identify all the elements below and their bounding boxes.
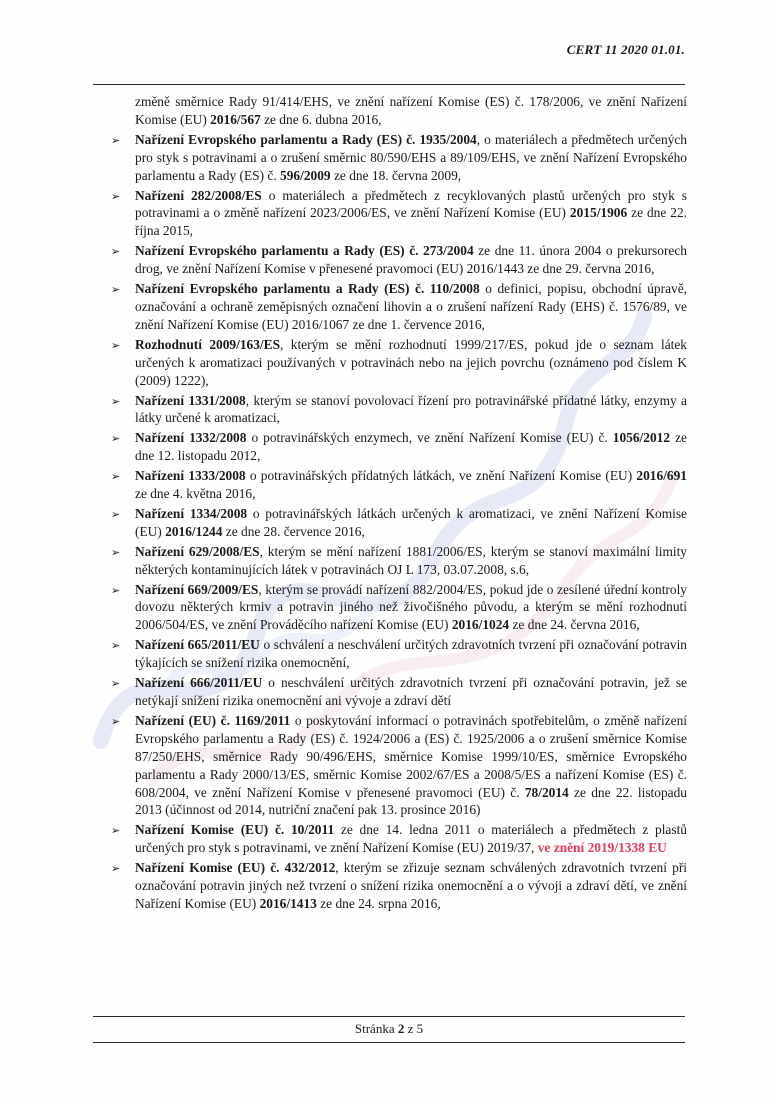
arrow-bullet-icon: ➢	[111, 189, 121, 203]
regulation-list-item	[93, 336, 687, 390]
arrow-bullet-icon: ➢	[111, 283, 121, 297]
regulation-list	[93, 131, 687, 913]
regulation-text	[135, 337, 687, 388]
arrow-bullet-icon: ➢	[111, 507, 121, 521]
emphasis-text: Nařízení Evropského parlamentu a Rady (ES) č. 110/2008	[135, 281, 480, 297]
regulation-text	[135, 393, 687, 426]
regulation-text	[135, 430, 687, 463]
emphasis-text: Rozhodnutí 2009/163/ES	[135, 336, 281, 352]
body-text: ze dne 22. listopadu 2013 (účinnost od 2014, nutriční značení pak 13. prosince 2016)	[135, 784, 687, 818]
emphasis-text: Nařízení 669/2009/ES	[135, 581, 259, 597]
regulation-list-item	[93, 543, 687, 579]
body-text: o schválení a neschválení určitých zdravotních tvrzení při označování potravin týkajících se snížení rizika onemocnění,	[135, 637, 687, 671]
arrow-bullet-icon: ➢	[111, 545, 121, 559]
arrow-bullet-icon: ➢	[111, 394, 121, 408]
emphasis-text: 2015/1906	[569, 205, 628, 221]
arrow-bullet-icon: ➢	[111, 432, 121, 446]
page-number	[93, 1017, 685, 1042]
regulation-list-item	[93, 636, 687, 672]
regulation-text	[135, 582, 687, 633]
emphasis-text: 596/2009	[280, 167, 331, 183]
body-text: o poskytování informací o potravinách spotřebitelům, o změně nařízení Evropského parlamentu a Rady (ES) č. 1924/2006 a (ES) č. 1925/2006 a o zrušení směrnice Komise 87/250/EHS, směrnice Rady 90/496/EHS, směrnice Komise 1999/10/ES, směrnice Evropského parlamentu a Rady 2000/13/ES, směrnic Komise 2002/67/ES a 2008/5/ES a nařízení Komise (ES) č. 608/2004, ve znění Nařízení Komise v přenesené pravomoci (EU) č.	[135, 712, 687, 800]
regulation-list-item	[93, 392, 687, 428]
body-text: ze dne 24. června 2016,	[509, 617, 640, 633]
arrow-bullet-icon: ➢	[111, 824, 121, 838]
regulation-list-item	[93, 131, 687, 185]
emphasis-text: Nařízení Evropského parlamentu a Rady (ES) č. 273/2004	[135, 243, 474, 259]
regulation-text	[135, 860, 687, 911]
body-text: , kterým se stanoví povolovací řízení pro potravinářské přídatné látky, enzymy a látky určené k aromatizaci,	[135, 392, 687, 426]
emphasis-text: Nařízení 1332/2008	[135, 430, 247, 446]
body-text: ze dne 28. července 2016,	[222, 523, 365, 539]
regulation-list-item	[93, 712, 687, 819]
regulation-list-item	[93, 187, 687, 241]
body-text: o materiálech a předmětech z recyklovaných plastů určených pro styk s potravinami a o změně nařízení 2023/2006/ES, ve znění Nařízení Komise (EU)	[135, 187, 687, 221]
body-text: , kterým se zřizuje seznam schválených zdravotních tvrzení při označování potravin jiných než tvrzení o snížení rizika onemocnění a o vývoji a zdraví dětí, ve znění Nařízení Komise (EU)	[135, 860, 687, 911]
arrow-bullet-icon: ➢	[111, 470, 121, 484]
emphasis-text: 2016/1413	[259, 895, 317, 911]
body-text: o potravinářských enzymech, ve znění Nařízení Komise (EU) č.	[246, 430, 613, 446]
body-text: ze dne 18. června 2009,	[330, 167, 462, 183]
regulation-text	[135, 713, 687, 818]
body-text: ze dne 24. srpna 2016,	[316, 895, 441, 911]
emphasis-text: Nařízení 666/2011/EU	[135, 675, 263, 691]
emphasis-text: Nařízení (EU) č. 1169/2011	[135, 712, 291, 728]
body-text: ze dne 11. února 2004 o prekursorech drog, ve znění Nařízení Komise v přenesené pravomoci (EU) 2016/1443 ze dne 29. června 2016,	[135, 243, 687, 277]
emphasis-text: Nařízení 1331/2008	[135, 392, 246, 408]
document-footer	[93, 1016, 685, 1043]
arrow-bullet-icon: ➢	[111, 714, 121, 728]
regulation-text	[135, 675, 687, 708]
emphasis-text: Nařízení Komise (EU) č. 10/2011	[135, 822, 335, 838]
regulation-list-item	[93, 821, 687, 857]
body-text: , o materiálech a předmětech určených pro styk s potravinami a o zrušení směrnic 80/590/EHS a 89/109/EHS, ve znění Nařízení Evropského parlamentu a Rady (ES) č.	[135, 131, 688, 183]
regulation-list-item	[93, 859, 687, 913]
emphasis-text: 1056/2012	[612, 430, 671, 446]
regulation-text	[135, 281, 687, 332]
body-text: ze dne 14. ledna 2011 o materiálech a předmětech z plastů určených pro styk s potravinami, ve znění Nařízení Komise (EU) 2019/37,	[135, 822, 687, 856]
body-text: z 5	[404, 1021, 424, 1036]
intro-paragraph	[135, 93, 687, 129]
arrow-bullet-icon: ➢	[111, 639, 121, 653]
regulation-text	[135, 544, 687, 577]
emphasis-text: Nařízení 1333/2008	[135, 468, 246, 484]
regulation-list-item	[93, 429, 687, 465]
emphasis-text: Nařízení 1334/2008	[135, 505, 248, 521]
arrow-bullet-icon: ➢	[111, 583, 121, 597]
arrow-bullet-icon: ➢	[111, 677, 121, 691]
body-text: ze dne 22. října 2015,	[135, 205, 687, 239]
regulation-text	[135, 822, 687, 855]
arrow-bullet-icon: ➢	[111, 862, 121, 876]
emphasis-text: Nařízení Evropského parlamentu a Rady (ES) č. 1935/2004	[135, 131, 477, 147]
doc-reference: CERT 11 2020 01.01.	[566, 42, 685, 57]
emphasis-text: Nařízení 665/2011/EU	[135, 637, 260, 653]
arrow-bullet-icon: ➢	[111, 338, 121, 352]
emphasis-text: 78/2014	[524, 784, 569, 800]
regulation-list-item	[93, 242, 687, 278]
regulation-list-item	[93, 467, 687, 503]
body-text: , kterým se mění nařízení 1881/2006/ES, kterým se stanoví maximální limity některých kontaminujících látek v potravinách OJ L 173, 03.07.2008, s.6,	[135, 543, 688, 577]
body-text: o potravinářských přídatných látkách, ve znění Nařízení Komise (EU)	[245, 468, 637, 484]
document-body	[93, 93, 687, 915]
header-divider	[93, 84, 685, 85]
body-text: o neschválení určitých zdravotních tvrzení při označování potravin, jež se netýkají snížení rizika onemocnění ani vývoje a zdraví dětí	[135, 675, 687, 708]
regulation-list-item	[93, 505, 687, 541]
arrow-bullet-icon: ➢	[111, 245, 121, 259]
emphasis-text: 2016/1244	[165, 523, 223, 539]
regulation-text	[135, 468, 687, 501]
emphasis-text: 2016/567	[210, 111, 261, 127]
body-text: , kterým se provádí nařízení 882/2004/ES, pokud jde o zesílené úřední kontroly dovozu některých krmiv a potravin jiného než živočišného původu, a kterým se mění rozhodnutí 2006/504/ES, ve znění Prováděcího nařízení Komise (EU)	[135, 581, 687, 633]
regulation-text	[135, 506, 687, 539]
regulation-list-item	[93, 674, 687, 710]
emphasis-text: ve znění 2019/1338 EU	[537, 840, 667, 856]
footer-divider-bottom	[93, 1042, 685, 1043]
emphasis-text: 2	[397, 1021, 405, 1036]
body-text: o definici, popisu, obchodní úpravě, označování a ochraně zeměpisných označení lihovin a o zrušení nařízení Rady (EHS) č. 1576/89, ve znění Nařízení Komise (EU) 2016/1067 ze dne 1. července 2016,	[135, 281, 688, 332]
body-text: , kterým se mění rozhodnutí 1999/217/ES, pokud jde o seznam látek určených k aromatizaci používaných v potravinách nebo na jejich povrchu (oznámeno pod číslem K (2009) 1222),	[135, 336, 688, 388]
emphasis-text: Nařízení Komise (EU) č. 432/2012	[135, 860, 336, 876]
body-text: ze dne 12. listopadu 2012,	[135, 430, 687, 464]
body-text: Stránka	[354, 1021, 398, 1036]
body-text: o potravinářských látkách určených k aromatizaci, ve znění Nařízení Komise (EU)	[135, 505, 687, 539]
regulation-text	[135, 188, 687, 239]
body-text: ze dne 6. dubna 2016,	[260, 111, 382, 127]
document-header	[567, 42, 685, 58]
emphasis-text: 2016/1024	[451, 617, 510, 633]
arrow-bullet-icon: ➢	[111, 133, 121, 147]
regulation-text	[135, 243, 687, 276]
regulation-list-item	[93, 280, 687, 334]
regulation-list-item	[93, 581, 687, 635]
emphasis-text: Nařízení 629/2008/ES	[135, 543, 260, 559]
emphasis-text: Nařízení 282/2008/ES	[135, 187, 262, 203]
body-text: ze dne 4. května 2016,	[135, 486, 256, 502]
body-text: změně směrnice Rady 91/414/EHS, ve znění nařízení Komise (ES) č. 178/2006, ve znění Nařízení Komise (EU)	[135, 94, 687, 127]
emphasis-text: 2016/691	[636, 468, 687, 484]
regulation-text	[135, 637, 687, 670]
regulation-text	[135, 132, 687, 183]
